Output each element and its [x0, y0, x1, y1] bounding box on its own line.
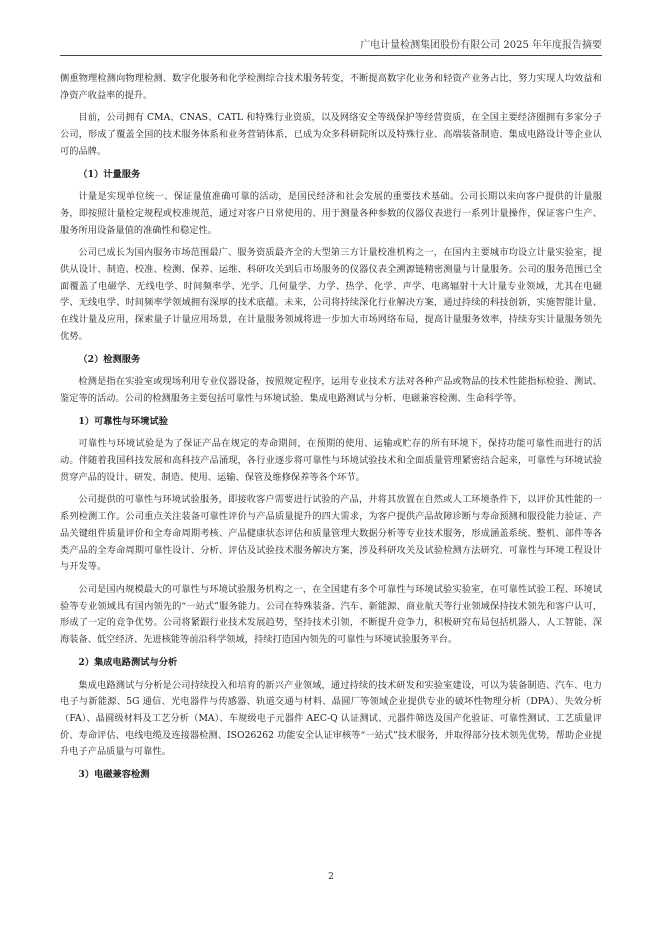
page-number: 2 [328, 872, 334, 882]
section-heading-testing: （2）检测服务 [78, 353, 141, 365]
body-paragraph: 计量是实现单位统一、保证量值准确可靠的活动，是国民经济和社会发展的重要技术基础。公司长期以来向客户提供的计量服务，即按照计量检定规程或校准规范，通过对客户日常使用的、用于测量各种参数的仪器仪表进行一系列计量操作，保证客户生产、服务所用设备量值的准确性和稳定性。 [60, 191, 602, 236]
body-paragraph: 目前，公司拥有 CMA、CNAS、CATL 和特殊行业资质，以及网络安全等级保护等经营资质，在全国主要经济圈拥有多家分子公司，形成了覆盖全国的技术服务体系和业务营销体系，已成为众多科研院所以及特殊行业、高端装备制造、集成电路设计等企业认可的品牌。 [60, 112, 602, 157]
report-header [60, 40, 602, 56]
subsection-heading-emc: 3）电磁兼容检测 [78, 769, 150, 781]
report-header-title: 广电计量检测集团股份有限公司 2025 年年度报告摘要 [360, 40, 602, 51]
body-paragraph: 公司已成长为国内服务市场范围最广、服务资质最齐全的大型第三方计量校准机构之一，在国内主要城市均设立计量实验室，提供从设计、制造、校准、检测、保养、运维、科研攻关到后市场服务的仪器仪表全溯源链精密测量与计量服务。公司的服务范围已全面覆盖了电磁学、无线电学、时间频率学、光学、几何量学、力学、热学、化学、声学、电离辐射十大计量专业领域，尤其在电磁学、无线电学、时间频率学领域拥有深厚的技术底蕴。未来，公司将持续深化行业解决方案，通过持续的科技创新，实施智能计量、在线计量及应用，探索量子计量应用场景，在计量服务领域将进一步加大市场网络布局，提高计量服务效率，持续夯实计量服务领先优势。 [60, 247, 602, 342]
subsection-heading-ic-testing: 2）集成电路测试与分析 [78, 656, 178, 668]
body-paragraph: 集成电路测试与分析是公司持续投入和培育的新兴产业领域，通过持续的技术研发和实验室建设，可以为装备制造、汽车、电力电子与新能源、5G 通信、光电器件与传感器、轨道交通与材料、晶圆厂等领域企业提供专业的破坏性物理分析（DPA）、失效分析（FA）、晶圆级材料及工艺分析（MA）、车规级电子元器件 AEC-Q 认证测试、元器件筛选及国产化验证、可靠性测试、工艺质量评价、寿命评估、电线电缆及连接器检测、ISO26262 功能安全认证审核等“一站式”技术服务，并取得部分技术领先优势，帮助企业提升电子产品质量与可靠性。 [60, 679, 602, 758]
subsection-heading-reliability: 1）可靠性与环境试验 [78, 415, 168, 427]
section-heading-metrology: （1）计量服务 [78, 168, 141, 180]
body-paragraph: 检测是指在实验室或现场利用专业仪器设备，按照规定程序，运用专业技术方法对各种产品或物品的技术性能指标检验、测试、鉴定等的活动。公司的检测服务主要包括可靠性与环境试验、集成电路测试与分析、电磁兼容检测、生命科学等。 [60, 376, 602, 404]
body-paragraph: 公司是国内规模最大的可靠性与环境试验服务机构之一，在全国建有多个可靠性与环境试验实验室，在可靠性试验工程、环境试验等专业领域具有国内领先的“一站式”服务能力。公司在特殊装备、汽车、新能源、商业航天等行业领域保持技术领先和客户认可，形成了一定的竞争优势。公司将紧跟行业技术发展趋势，坚持技术引领，不断提升竞争力，积极研究布局包括机器人、人工智能、深海装备、低空经济、先进核能等前沿科学领域，持续打造国内领先的可靠性与环境试验服务平台。 [60, 583, 602, 646]
body-paragraph: 公司提供的可靠性与环境试验服务，即接收客户需要进行试验的产品，并将其放置在自然或人工环境条件下，以评价其性能的一系列检测工作。公司重点关注装备可靠性评价与产品质量提升的四大需求，为客户提供产品故障诊断与寿命预测和服役能力验证、产品关键组件质量评价和全寿命周期考核、产品健康状态评估和质量管理大数据分析等专业技术服务，形成涵盖系统、整机、部件等各类产品的全寿命周期可靠性设计、分析、评估及试验技术服务解决方案，涉及科研攻关及试验检测方法研究、可靠性与环境工程设计与开发等。 [60, 494, 602, 573]
body-paragraph: 侧重物理检测向物理检测、数字化服务和化学检测综合技术服务转变，不断提高数字化业务和轻资产业务占比，努力实现人均效益和净资产收益率的提升。 [60, 73, 602, 101]
body-paragraph: 可靠性与环境试验是为了保证产品在规定的寿命期间，在预期的使用、运输或贮存的所有环境下，保持功能可靠性而进行的活动。伴随着我国科技发展和高科技产品涌现，各行业逐步将可靠性与环境试验技术和全面质量管理紧密结合起来，可靠性与环境试验贯穿产品的设计、研发、制造、使用、运输、保管及维修保养等各个环节。 [60, 438, 602, 483]
report-body [60, 71, 602, 790]
